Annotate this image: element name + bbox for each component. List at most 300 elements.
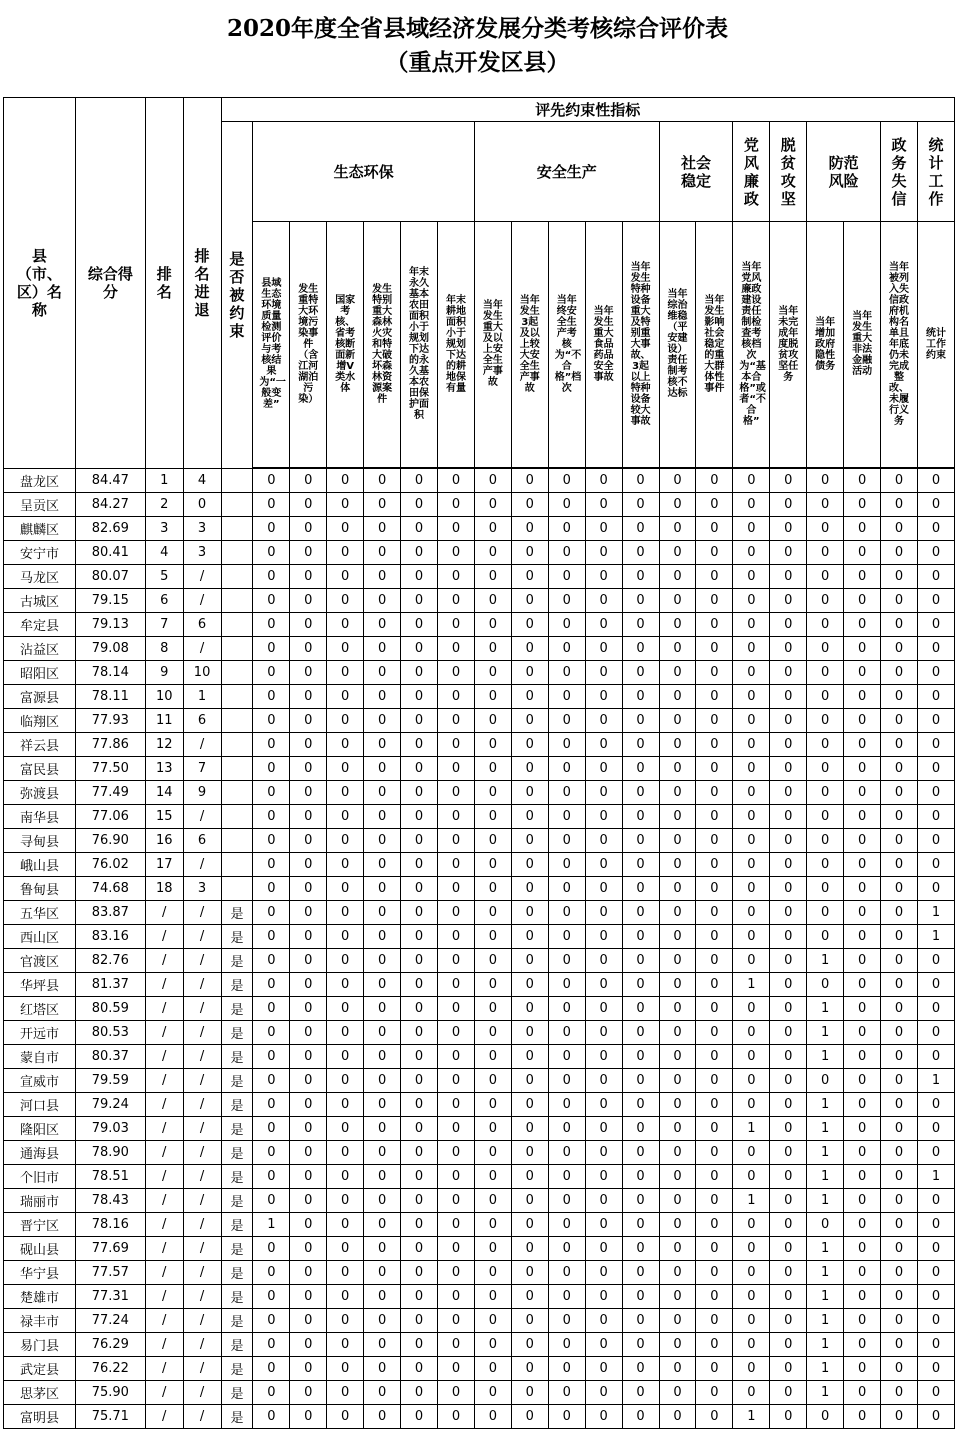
indicator-cell: 0 [733, 1141, 770, 1165]
constrained-cell [221, 589, 253, 613]
indicator-cell: 0 [438, 637, 475, 661]
indicator-cell: 0 [659, 589, 696, 613]
indicator-cell: 0 [290, 733, 327, 757]
indicator-cell: 0 [844, 949, 881, 973]
indicator-cell: 0 [659, 493, 696, 517]
indicator-cell: 0 [807, 925, 844, 949]
score-cell: 78.90 [75, 1141, 145, 1165]
indicator-cell: 0 [733, 997, 770, 1021]
indicator-cell: 0 [881, 613, 918, 637]
indicator-cell: 0 [585, 493, 622, 517]
indicator-cell: 0 [401, 637, 438, 661]
indicator-cell: 0 [917, 1237, 954, 1261]
indicator-cell: 0 [401, 1045, 438, 1069]
indicator-cell: 0 [770, 1237, 807, 1261]
indicator-cell: 0 [364, 1381, 401, 1405]
indicator-cell: 0 [917, 1141, 954, 1165]
indicator-cell: 0 [770, 997, 807, 1021]
indicator-cell: 0 [881, 1237, 918, 1261]
indicator-cell: 0 [917, 637, 954, 661]
indicator-cell: 0 [438, 877, 475, 901]
county-name-cell: 牟定县 [4, 613, 76, 637]
indicator-cell: 0 [622, 565, 659, 589]
indicator-cell: 0 [511, 661, 548, 685]
indicator-cell: 0 [881, 1309, 918, 1333]
header-group-eco: 生态环保 [253, 122, 475, 222]
progress-cell: 4 [183, 469, 221, 493]
score-cell: 78.11 [75, 685, 145, 709]
indicator-cell: 0 [364, 589, 401, 613]
table-row [4, 565, 955, 589]
header-c13: 当年发生影响社会稳定的重大群体性事件 [696, 222, 733, 468]
rank-cell: / [145, 901, 183, 925]
indicator-cell: 0 [438, 1285, 475, 1309]
indicator-cell: 0 [290, 637, 327, 661]
indicator-cell: 0 [622, 1381, 659, 1405]
indicator-cell: 0 [548, 949, 585, 973]
indicator-cell: 0 [401, 1213, 438, 1237]
indicator-cell: 0 [548, 1213, 585, 1237]
indicator-cell: 0 [511, 1021, 548, 1045]
indicator-cell: 0 [401, 1093, 438, 1117]
score-cell: 77.69 [75, 1237, 145, 1261]
progress-cell: / [183, 1309, 221, 1333]
indicator-cell: 0 [622, 925, 659, 949]
indicator-cell: 0 [401, 613, 438, 637]
indicator-cell: 0 [881, 1357, 918, 1381]
score-cell: 80.37 [75, 1045, 145, 1069]
indicator-cell: 0 [474, 709, 511, 733]
score-cell: 76.22 [75, 1357, 145, 1381]
indicator-cell: 0 [585, 685, 622, 709]
indicator-cell: 0 [511, 949, 548, 973]
indicator-cell: 0 [290, 805, 327, 829]
county-name-cell: 河口县 [4, 1093, 76, 1117]
progress-cell: 6 [183, 709, 221, 733]
indicator-cell: 0 [807, 781, 844, 805]
indicator-cell: 0 [401, 1165, 438, 1189]
progress-cell: 9 [183, 781, 221, 805]
indicator-cell: 0 [917, 1045, 954, 1069]
score-cell: 76.90 [75, 829, 145, 853]
indicator-cell: 0 [622, 1045, 659, 1069]
indicator-cell: 0 [474, 1261, 511, 1285]
indicator-cell: 0 [622, 1189, 659, 1213]
indicator-cell: 0 [585, 1261, 622, 1285]
county-name-cell: 思茅区 [4, 1381, 76, 1405]
constrained-cell: 是 [221, 1117, 253, 1141]
indicator-cell: 0 [622, 1405, 659, 1429]
indicator-cell: 0 [696, 1237, 733, 1261]
indicator-cell: 0 [622, 781, 659, 805]
indicator-cell: 0 [548, 661, 585, 685]
progress-cell: / [183, 1213, 221, 1237]
indicator-cell: 0 [881, 829, 918, 853]
indicator-cell: 1 [807, 1021, 844, 1045]
indicator-cell: 0 [290, 1285, 327, 1309]
header-progress: 排名进退 [183, 98, 221, 469]
indicator-cell: 0 [511, 565, 548, 589]
indicator-cell: 0 [733, 1237, 770, 1261]
indicator-cell: 0 [327, 589, 364, 613]
indicator-cell: 0 [474, 853, 511, 877]
progress-cell: / [183, 853, 221, 877]
indicator-cell: 0 [585, 1045, 622, 1069]
indicator-cell: 0 [548, 1261, 585, 1285]
table-row [4, 541, 955, 565]
indicator-cell: 0 [770, 1309, 807, 1333]
indicator-cell: 0 [844, 1165, 881, 1189]
indicator-cell: 0 [401, 685, 438, 709]
indicator-cell: 0 [438, 661, 475, 685]
indicator-cell: 0 [511, 1189, 548, 1213]
progress-cell: 1 [183, 685, 221, 709]
header-c8: 当年发生3起及以上较大安全生产事故 [511, 222, 548, 468]
indicator-cell: 0 [401, 1237, 438, 1261]
indicator-cell: 0 [438, 493, 475, 517]
indicator-cell: 0 [807, 469, 844, 493]
header-c6: 年末耕地面积小于规划下达的耕地保有量 [438, 222, 475, 468]
rank-cell: / [145, 1261, 183, 1285]
indicator-cell: 0 [659, 1213, 696, 1237]
indicator-cell: 0 [511, 1093, 548, 1117]
constrained-cell [221, 613, 253, 637]
indicator-cell: 0 [253, 1069, 290, 1093]
indicator-cell: 0 [401, 733, 438, 757]
indicator-cell: 0 [770, 877, 807, 901]
indicator-cell: 0 [548, 685, 585, 709]
header-c4: 发生特别重大森林火灾和特大破坏森林资源案件 [364, 222, 401, 468]
indicator-cell: 0 [622, 853, 659, 877]
indicator-cell: 0 [290, 781, 327, 805]
indicator-cell: 0 [364, 1285, 401, 1309]
rank-cell: / [145, 1285, 183, 1309]
score-cell: 79.03 [75, 1117, 145, 1141]
indicator-cell: 0 [327, 1189, 364, 1213]
indicator-cell: 0 [290, 469, 327, 493]
indicator-cell: 0 [290, 517, 327, 541]
indicator-cell: 0 [438, 781, 475, 805]
county-name-cell: 个旧市 [4, 1165, 76, 1189]
indicator-cell: 0 [696, 709, 733, 733]
indicator-cell: 0 [548, 1357, 585, 1381]
indicator-cell: 0 [770, 1165, 807, 1189]
indicator-cell: 0 [659, 1309, 696, 1333]
county-name-cell: 沾益区 [4, 637, 76, 661]
rank-cell: / [145, 1237, 183, 1261]
indicator-cell: 0 [438, 829, 475, 853]
indicator-cell: 0 [290, 1261, 327, 1285]
indicator-cell: 0 [474, 685, 511, 709]
table-row [4, 517, 955, 541]
indicator-cell: 0 [290, 1381, 327, 1405]
indicator-cell: 0 [585, 973, 622, 997]
county-name-cell: 盘龙区 [4, 469, 76, 493]
indicator-cell: 0 [327, 1237, 364, 1261]
indicator-cell: 0 [881, 469, 918, 493]
indicator-cell: 0 [511, 1213, 548, 1237]
header-group-risk: 防范风险 [807, 122, 881, 222]
indicator-cell: 0 [622, 1021, 659, 1045]
indicator-cell: 0 [917, 1093, 954, 1117]
indicator-cell: 0 [511, 493, 548, 517]
indicator-cell: 0 [474, 517, 511, 541]
indicator-cell: 0 [881, 1117, 918, 1141]
indicator-cell: 0 [733, 661, 770, 685]
indicator-cell: 0 [438, 589, 475, 613]
indicator-cell: 0 [548, 541, 585, 565]
indicator-cell: 0 [364, 973, 401, 997]
indicator-cell: 0 [253, 1141, 290, 1165]
indicator-cell: 0 [696, 1309, 733, 1333]
county-name-cell: 呈贡区 [4, 493, 76, 517]
table-row [4, 1117, 955, 1141]
indicator-cell: 0 [548, 1285, 585, 1309]
indicator-cell: 0 [548, 1189, 585, 1213]
indicator-cell: 0 [807, 733, 844, 757]
indicator-cell: 0 [474, 949, 511, 973]
rank-cell: / [145, 1141, 183, 1165]
indicator-cell: 0 [807, 901, 844, 925]
indicator-cell: 0 [438, 1165, 475, 1189]
indicator-cell: 0 [807, 709, 844, 733]
header-c12: 当年综治维稳（平安建设）责任制考核不达标 [659, 222, 696, 468]
indicator-cell: 0 [881, 997, 918, 1021]
score-cell: 83.16 [75, 925, 145, 949]
indicator-cell: 0 [438, 1213, 475, 1237]
indicator-cell: 0 [253, 805, 290, 829]
indicator-cell: 0 [438, 1309, 475, 1333]
indicator-cell: 0 [881, 901, 918, 925]
indicator-cell: 0 [733, 733, 770, 757]
indicator-cell: 0 [438, 517, 475, 541]
indicator-cell: 0 [401, 877, 438, 901]
indicator-cell: 0 [696, 1189, 733, 1213]
indicator-cell: 0 [917, 877, 954, 901]
indicator-cell: 0 [511, 1069, 548, 1093]
progress-cell: / [183, 1261, 221, 1285]
indicator-cell: 0 [622, 1261, 659, 1285]
rank-cell: 1 [145, 469, 183, 493]
progress-cell: / [183, 973, 221, 997]
indicator-cell: 0 [327, 1333, 364, 1357]
table-row [4, 1285, 955, 1309]
header-group-credit: 政务失信 [881, 122, 918, 222]
indicator-cell: 0 [253, 1189, 290, 1213]
indicator-cell: 0 [401, 805, 438, 829]
header-score: 综合得分 [75, 98, 145, 469]
constrained-cell [221, 805, 253, 829]
indicator-cell: 0 [585, 1189, 622, 1213]
indicator-cell: 0 [733, 1357, 770, 1381]
indicator-cell: 0 [511, 853, 548, 877]
indicator-cell: 0 [770, 469, 807, 493]
indicator-cell: 0 [474, 1213, 511, 1237]
rank-cell: 18 [145, 877, 183, 901]
indicator-cell: 0 [511, 589, 548, 613]
indicator-cell: 0 [511, 1165, 548, 1189]
indicator-cell: 0 [770, 1357, 807, 1381]
progress-cell: / [183, 733, 221, 757]
page-subtitle: （重点开发区县） [385, 49, 570, 76]
indicator-cell: 0 [807, 565, 844, 589]
header-group-clean: 党风廉政 [733, 122, 770, 222]
rank-cell: / [145, 973, 183, 997]
indicator-cell: 0 [659, 997, 696, 1021]
table-row [4, 589, 955, 613]
header-group-social: 社会稳定 [659, 122, 733, 222]
indicator-cell: 0 [401, 853, 438, 877]
indicator-cell: 0 [844, 733, 881, 757]
indicator-cell: 0 [290, 1189, 327, 1213]
indicator-cell: 0 [474, 1069, 511, 1093]
rank-cell: 14 [145, 781, 183, 805]
indicator-cell: 0 [622, 757, 659, 781]
indicator-cell: 0 [622, 493, 659, 517]
constrained-cell [221, 685, 253, 709]
indicator-cell: 0 [290, 565, 327, 589]
indicator-cell: 0 [696, 661, 733, 685]
indicator-cell: 0 [696, 1381, 733, 1405]
indicator-cell: 0 [290, 1333, 327, 1357]
indicator-cell: 0 [548, 1117, 585, 1141]
rank-cell: 16 [145, 829, 183, 853]
indicator-cell: 0 [917, 469, 954, 493]
header-c3: 国家考核、省考核断面新增Ⅴ类水体 [327, 222, 364, 468]
table-row [4, 1237, 955, 1261]
indicator-cell: 1 [807, 1189, 844, 1213]
indicator-cell: 0 [253, 541, 290, 565]
indicator-cell: 0 [770, 757, 807, 781]
score-cell: 84.27 [75, 493, 145, 517]
indicator-cell: 0 [253, 1165, 290, 1189]
indicator-cell: 0 [290, 1045, 327, 1069]
indicator-cell: 0 [733, 637, 770, 661]
county-name-cell: 富源县 [4, 685, 76, 709]
rank-cell: / [145, 1357, 183, 1381]
indicator-cell: 0 [881, 1021, 918, 1045]
rank-cell: 12 [145, 733, 183, 757]
table-row [4, 733, 955, 757]
table-row [4, 1309, 955, 1333]
indicator-cell: 0 [585, 925, 622, 949]
indicator-cell: 0 [881, 757, 918, 781]
indicator-cell: 0 [364, 1165, 401, 1189]
indicator-cell: 0 [364, 901, 401, 925]
indicator-cell: 0 [770, 1381, 807, 1405]
county-name-cell: 蒙自市 [4, 1045, 76, 1069]
indicator-cell: 0 [290, 949, 327, 973]
constrained-cell: 是 [221, 901, 253, 925]
indicator-cell: 1 [253, 1213, 290, 1237]
progress-cell: / [183, 1285, 221, 1309]
rank-cell: / [145, 925, 183, 949]
indicator-cell: 0 [253, 829, 290, 853]
county-name-cell: 晋宁区 [4, 1213, 76, 1237]
score-cell: 78.43 [75, 1189, 145, 1213]
indicator-cell: 0 [438, 709, 475, 733]
county-name-cell: 武定县 [4, 1357, 76, 1381]
indicator-cell: 0 [733, 685, 770, 709]
indicator-cell: 0 [733, 1381, 770, 1405]
header-group-stats: 统计工作 [917, 122, 954, 222]
indicator-cell: 0 [474, 469, 511, 493]
constrained-cell: 是 [221, 1333, 253, 1357]
indicator-cell: 0 [696, 517, 733, 541]
indicator-cell: 0 [696, 565, 733, 589]
indicator-cell: 0 [401, 1357, 438, 1381]
indicator-cell: 0 [327, 1357, 364, 1381]
indicator-cell: 0 [844, 1045, 881, 1069]
indicator-cell: 0 [474, 925, 511, 949]
indicator-cell: 0 [253, 757, 290, 781]
indicator-cell: 0 [696, 949, 733, 973]
indicator-cell: 0 [438, 1357, 475, 1381]
indicator-cell: 0 [364, 565, 401, 589]
indicator-cell: 0 [585, 1141, 622, 1165]
indicator-cell: 0 [364, 613, 401, 637]
indicator-cell: 0 [844, 1117, 881, 1141]
indicator-cell: 0 [364, 1069, 401, 1093]
indicator-cell: 0 [844, 781, 881, 805]
indicator-cell: 0 [290, 901, 327, 925]
indicator-cell: 0 [290, 709, 327, 733]
indicator-cell: 0 [917, 1021, 954, 1045]
indicator-cell: 0 [622, 1285, 659, 1309]
indicator-cell: 0 [548, 493, 585, 517]
indicator-cell: 0 [548, 1381, 585, 1405]
indicator-cell: 1 [807, 1261, 844, 1285]
indicator-cell: 0 [364, 997, 401, 1021]
constrained-cell: 是 [221, 1237, 253, 1261]
indicator-cell: 0 [548, 997, 585, 1021]
constrained-cell: 是 [221, 1309, 253, 1333]
indicator-cell: 0 [917, 493, 954, 517]
indicator-cell: 0 [844, 973, 881, 997]
indicator-cell: 0 [474, 1381, 511, 1405]
indicator-cell: 0 [622, 973, 659, 997]
indicator-cell: 0 [622, 1093, 659, 1117]
indicator-cell: 0 [253, 781, 290, 805]
indicator-cell: 1 [807, 1333, 844, 1357]
indicator-cell: 1 [917, 925, 954, 949]
indicator-cell: 0 [770, 493, 807, 517]
indicator-cell: 0 [253, 1237, 290, 1261]
indicator-cell: 0 [585, 1165, 622, 1189]
indicator-cell: 0 [511, 685, 548, 709]
indicator-cell: 0 [585, 1117, 622, 1141]
rank-cell: / [145, 1309, 183, 1333]
score-cell: 77.24 [75, 1309, 145, 1333]
indicator-cell: 0 [622, 1333, 659, 1357]
indicator-cell: 0 [253, 469, 290, 493]
indicator-cell: 0 [844, 661, 881, 685]
indicator-cell: 0 [807, 493, 844, 517]
indicator-cell: 0 [696, 973, 733, 997]
indicator-cell: 0 [290, 1141, 327, 1165]
county-name-cell: 华宁县 [4, 1261, 76, 1285]
header-group-safety: 安全生产 [474, 122, 659, 222]
county-name-cell: 古城区 [4, 589, 76, 613]
indicator-cell: 0 [511, 613, 548, 637]
progress-cell: / [183, 901, 221, 925]
header-c11: 当年发生特种设备重大及特别重大事故、3起以上特种设备较大事故 [622, 222, 659, 468]
indicator-cell: 0 [844, 613, 881, 637]
table-row [4, 1213, 955, 1237]
indicator-cell: 0 [548, 1069, 585, 1093]
indicator-cell: 0 [622, 1141, 659, 1165]
header-c16: 当年增加政府隐性债务 [807, 222, 844, 468]
